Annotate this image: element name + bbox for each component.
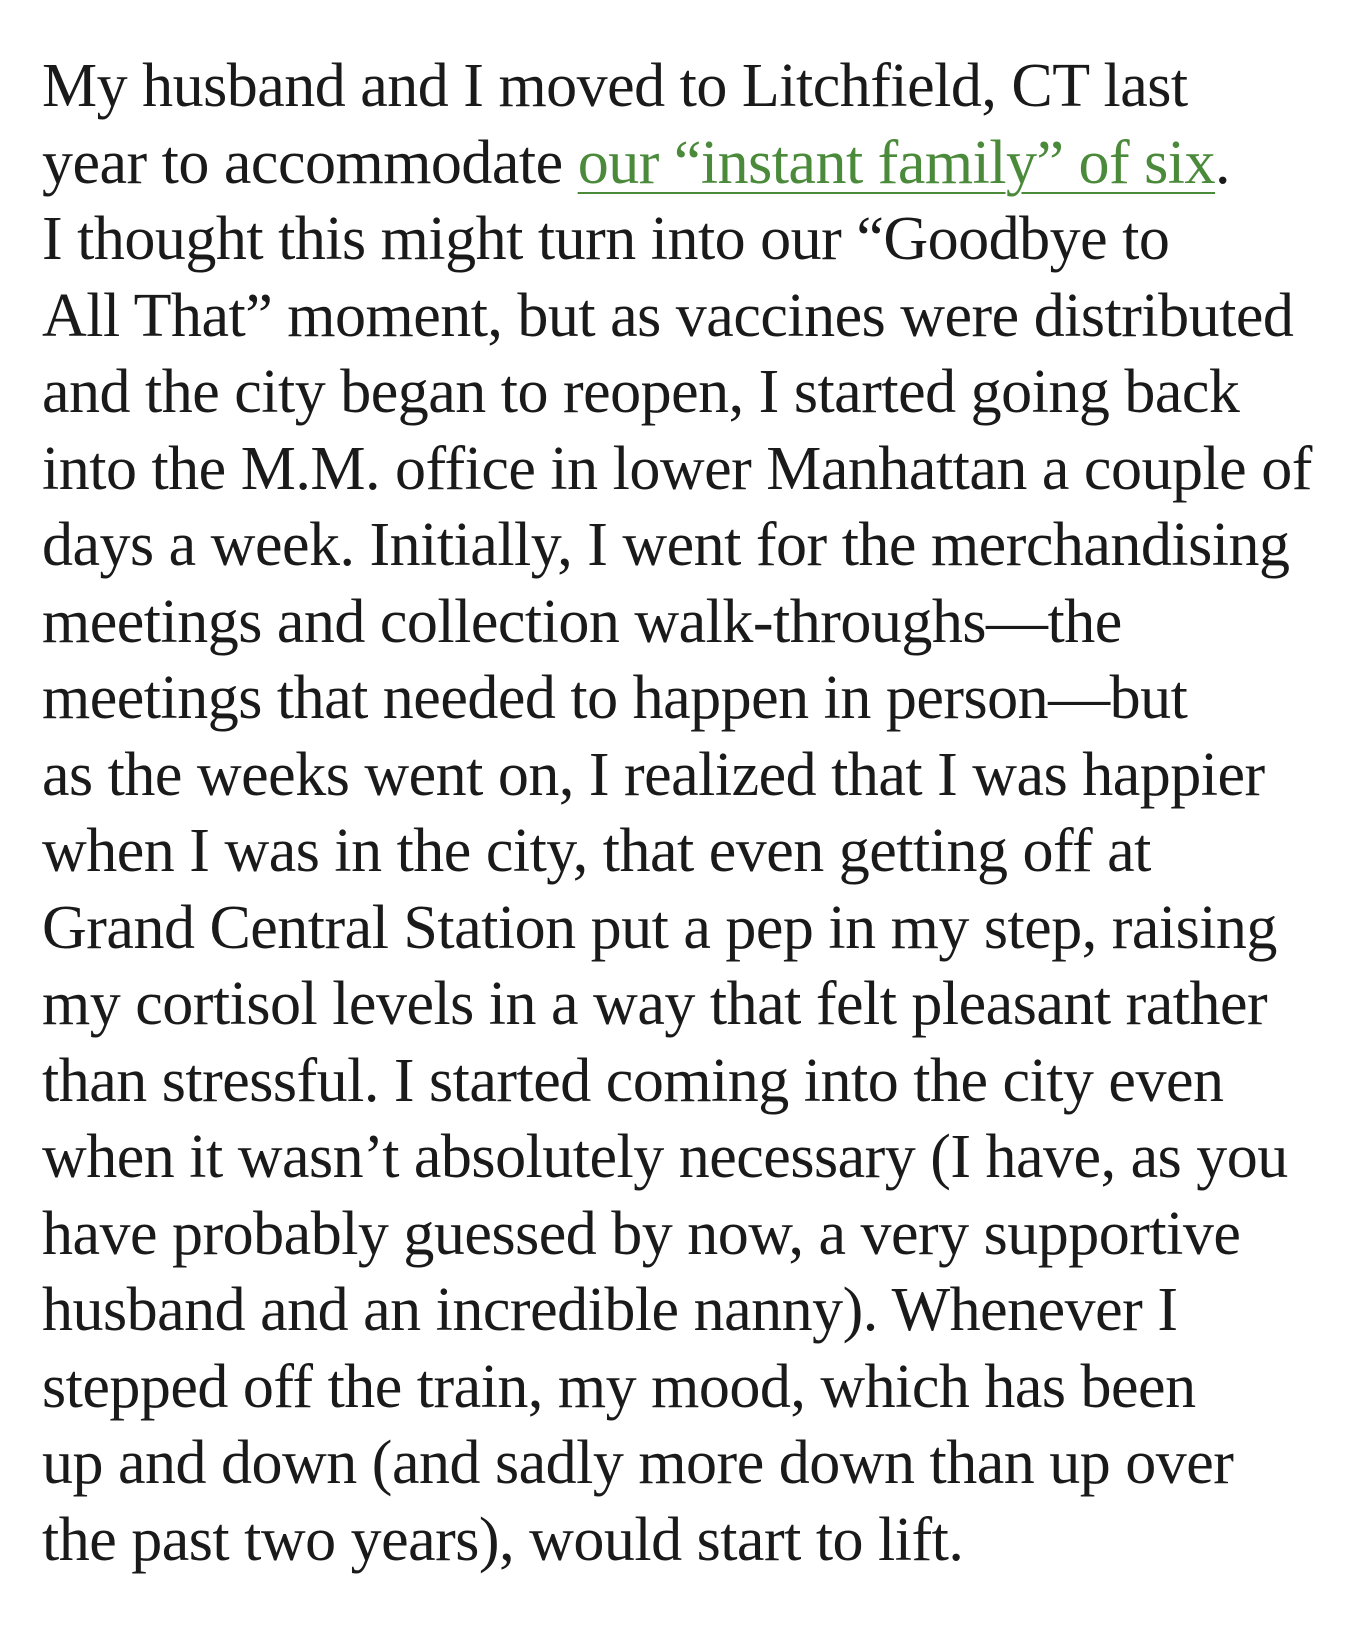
text-line: and the city began to reopen, I started going back xyxy=(42,358,1240,426)
text-line: meetings that needed to happen in person—but xyxy=(42,664,1188,732)
text-line: my cortisol levels in a way that felt pleasant rather xyxy=(42,970,1268,1038)
text-line: have probably guessed by now, a very supportive xyxy=(42,1199,1241,1268)
text-line: My husband and I moved to Litchfield, CT last xyxy=(42,52,1188,120)
text-line: as the weeks went on, I realized that I was happier xyxy=(42,740,1265,809)
text-fragment: year to accommodate xyxy=(42,128,578,197)
text-line: than stressful. I started coming into the city even xyxy=(42,1046,1224,1115)
text-line: up and down (and sadly more down than up over xyxy=(42,1429,1234,1497)
text-fragment-period: . xyxy=(1215,128,1231,197)
text-line: Grand Central Station put a pep in my step, raising xyxy=(42,893,1277,962)
text-line: I thought this might turn into our “Goodbye to xyxy=(42,205,1170,273)
text-line: All That” moment, but as vaccines were distributed xyxy=(42,281,1294,350)
text-line: when it wasn’t absolutely necessary (I have, as you xyxy=(42,1123,1288,1191)
text-line-with-link xyxy=(42,125,1342,202)
article-paragraph xyxy=(42,48,1342,1578)
text-line: when I was in the city, that even getting off at xyxy=(42,817,1151,885)
text-line: husband and an incredible nanny). Whenever I xyxy=(42,1276,1178,1344)
text-line: into the M.M. office in lower Manhattan a couple of xyxy=(42,434,1312,503)
instant-family-link[interactable]: our “instant family” of six xyxy=(577,128,1216,197)
text-line: days a week. Initially, I went for the merchandising xyxy=(42,511,1290,579)
text-line: stepped off the train, my mood, which has been xyxy=(42,1352,1196,1421)
text-line: meetings and collection walk-throughs—the xyxy=(42,587,1122,656)
text-line: the past two years), would start to lift. xyxy=(42,1505,964,1574)
